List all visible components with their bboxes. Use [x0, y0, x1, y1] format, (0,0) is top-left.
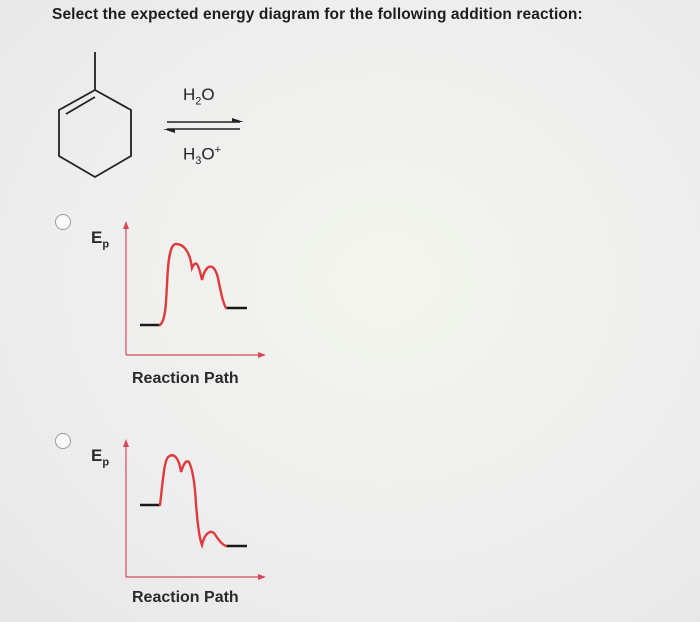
molecule-structure [59, 52, 131, 177]
option-b-radio[interactable] [55, 433, 71, 449]
reaction-path-label-b: Reaction Path [132, 589, 239, 606]
energy-diagram-b [123, 439, 266, 580]
equilibrium-arrow [163, 118, 244, 133]
y-axis-arrow-a [123, 221, 129, 229]
reaction-path-label-a: Reaction Path [132, 370, 239, 387]
option-a-radio[interactable] [55, 214, 71, 230]
x-axis-arrow-b [258, 574, 266, 580]
ep-axis-label-b: $E_p$ [91, 446, 110, 469]
double-bond-line [66, 97, 95, 114]
ep-axis-label-a: $E_p$ [91, 228, 110, 251]
x-axis-arrow-a [258, 352, 266, 358]
energy-curve-b [160, 455, 226, 546]
cyclohexane-ring [59, 90, 131, 177]
reagent-hydronium: $H_3O^+$ [183, 144, 222, 168]
reagent-water: $H_2O$ [183, 85, 215, 108]
energy-diagram-a [123, 221, 266, 358]
y-axis-arrow-b [123, 439, 129, 447]
energy-curve-a [160, 244, 226, 325]
question-text: Select the expected energy diagram for the following addition reaction: [52, 6, 583, 23]
